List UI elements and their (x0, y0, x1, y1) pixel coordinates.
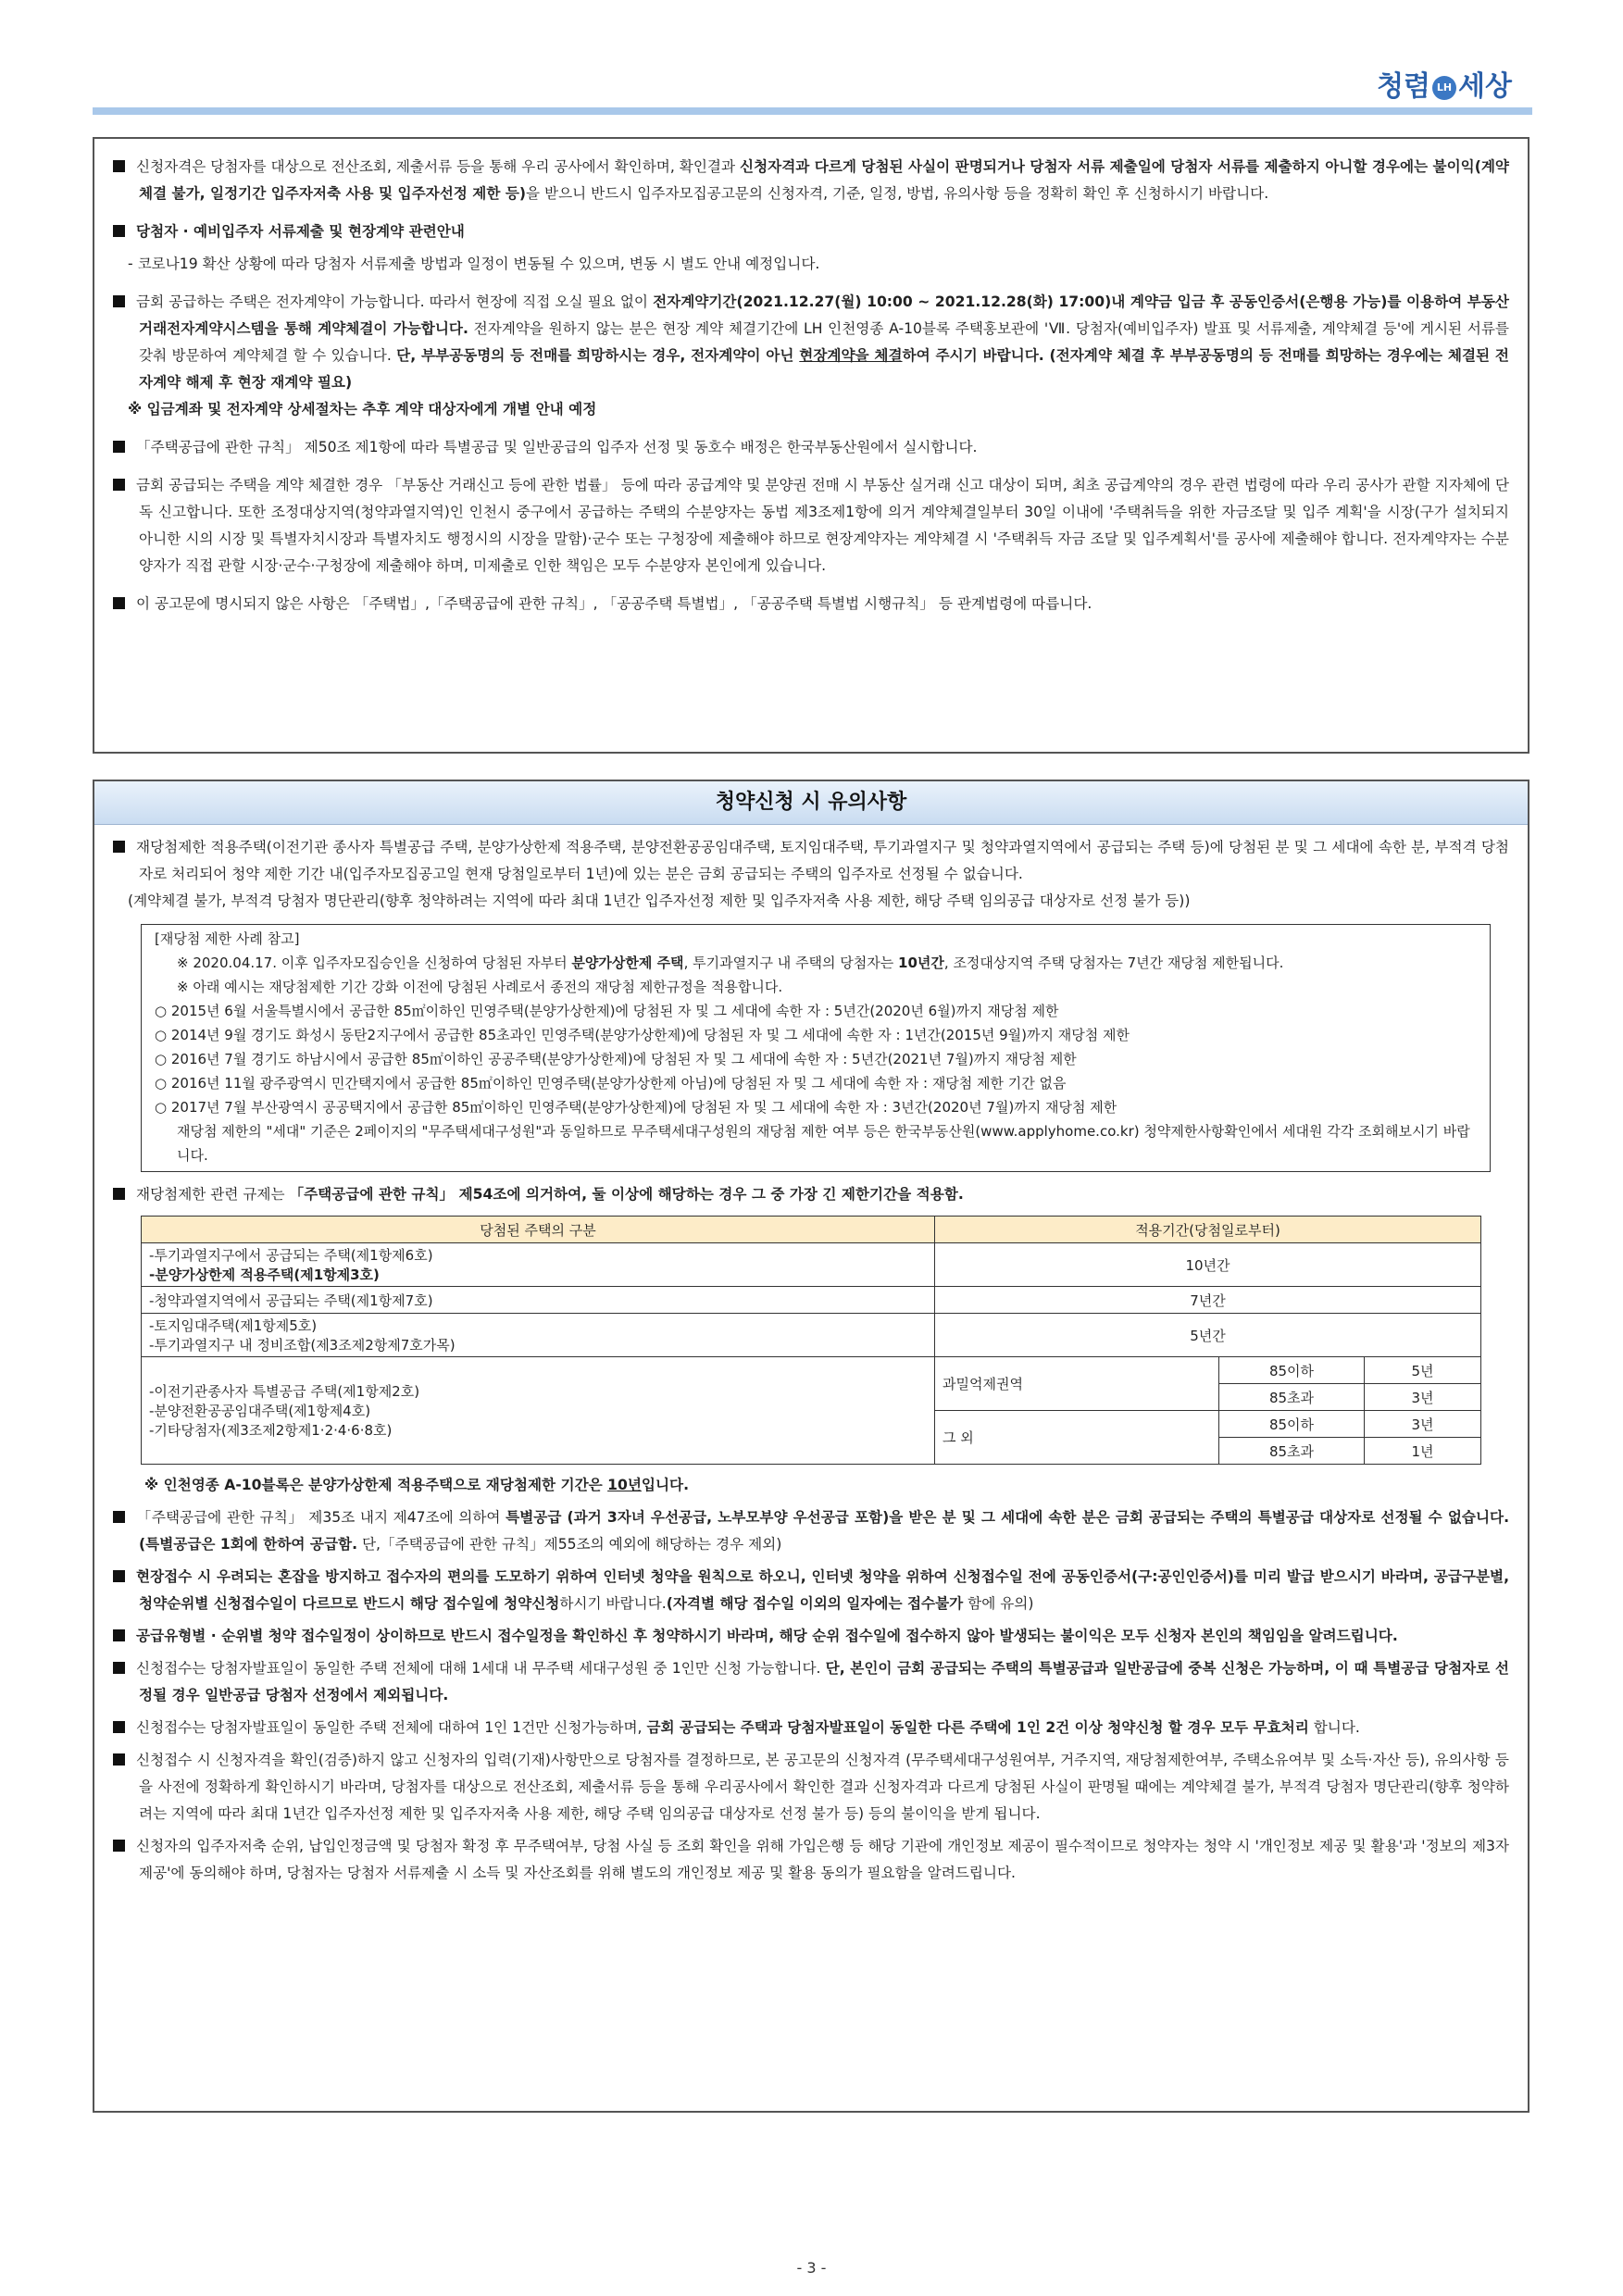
restriction-case: ○ 2015년 6월 서울특별시에서 공급한 85㎡이하인 민영주택(분양가상한제)에 당첨된 자 및 그 세대에 속한 자 : 5년간(2020년 6월)까지 재당첨 제한 (155, 1003, 1059, 1019)
table-cell: 3년 (1365, 1384, 1481, 1411)
notice-item: 재당첨제한 적용주택(이전기관 종사자 특별공급 주택, 분양가상한제 적용주택, 분양전환공공임대주택, 토지임대주택, 투기과열지구 및 청약과열지역에서 공급되는 주택 등)에 당첨된 분 및 그 세대에 속한 분, 부적격 당첨자로 처리되어 청약 제한 기간 내(입주자모집공고일 현재 당첨일로부터 1년)에 있는 분은 금회 공급되는 주택의 입주자로 선정될 수 없습니다. (113, 834, 1509, 888)
restriction-case: ○ 2016년 11월 광주광역시 민간택지에서 공급한 85㎡이하인 민영주택(분양가상한제 아님)에 당첨된 자 및 그 세대에 속한 자 : 재당첨 제한 기간 없음 (155, 1075, 1067, 1092)
notice-item: 이 공고문에 명시되지 않은 사항은 「주택법」,「주택공급에 관한 규칙」, 「공공주택 특별법」, 「공공주택 특별법 시행규칙」 등 관계법령에 따릅니다. (113, 591, 1509, 618)
logo-text-right: 세상 (1458, 70, 1512, 103)
bullet-square-icon (113, 1511, 125, 1523)
table-cell: 5년간 (935, 1314, 1481, 1357)
logo-text-left: 청렴 (1377, 70, 1431, 103)
bullet-square-icon (113, 841, 125, 853)
logo-mark: LH (1432, 76, 1456, 100)
restriction-example-box (141, 924, 1491, 1172)
table-row (142, 1287, 1481, 1314)
notice-item: 신청자격은 당첨자를 대상으로 전산조회, 제출서류 등을 통해 우리 공사에서 확인하며, 확인결과 신청자격과 다르게 당첨된 사실이 판명되거나 당첨자 서류 제출일에 당첨자 서류를 제출하지 아니할 경우에는 불이익(계약체결 불가, 일정기간 입주자저축 사용 및 입주자선정 제한 등)을 받으니 반드시 입주자모집공고문의 신청자격, 기준, 일정, 방법, 유의사항 등을 정확히 확인 후 신청하시기 바랍니다. (113, 154, 1509, 207)
bullet-square-icon (113, 1188, 125, 1200)
table-cell: 과밀억제권역 (935, 1357, 1219, 1411)
bullet-square-icon (113, 479, 125, 491)
bullet-square-icon (113, 1662, 125, 1674)
bullet-square-icon (113, 1721, 125, 1733)
bullet-square-icon (113, 441, 125, 453)
period-note: ※ 인천영종 A-10블록은 분양가상한제 적용주택으로 재당첨제한 기간은 10년입니다. (144, 1477, 690, 1493)
table-cell: 85초과 (1219, 1438, 1365, 1465)
bullet-square-icon (113, 1629, 125, 1641)
notice-note: (계약체결 불가, 부적격 당첨자 명단관리(향후 청약하려는 지역에 따라 최대 1년간 입주자선정 제한 및 입주자저축 사용 제한, 해당 주택 임의공급 대상자로 선정 불가 등)) (128, 892, 1191, 909)
bullet-square-icon (113, 1753, 125, 1766)
bullet-square-icon (113, 1570, 125, 1582)
restriction-case: ○ 2014년 9월 경기도 화성시 동탄2지구에서 공급한 85초과인 민영주택(분양가상한제)에 당첨된 자 및 그 세대에 속한 자 : 1년간(2015년 9월)까지 재당첨 제한 (155, 1027, 1130, 1043)
table-cell: -이전기관종사자 특별공급 주택(제1항제2호) -분양전환공공임대주택(제1항제4호) -기타당첨자(제3조제2항제1·2·4·6·8호) (142, 1357, 935, 1465)
restriction-tail: 재당첨 제한의 "세대" 기준은 2페이지의 "무주택세대구성원"과 동일하므로 무주택세대구성원의 재당첨 제한 여부 등은 한국부동산원(www.applyhome.co.kr) 청약제한사항확인에서 세대원 각각 조회해보시기 바랍니다. (177, 1123, 1470, 1164)
notice-item: 신청접수 시 신청자격을 확인(검증)하지 않고 신청자의 입력(기재)사항만으로 당첨자를 결정하므로, 본 공고문의 신청자격 (무주택세대구성원여부, 거주지역, 재당첨제한여부, 주택소유여부 및 소득·자산 등), 유의사항 등을 사전에 정확하게 확인하시기 바라며, 당첨자를 대상으로 전산조회, 제출서류 등을 통해 우리공사에서 확인한 결과 신청자격과 다르게 당첨된 사실이 판명될 때에는 계약체결 불가, 부적격 당첨자 명단관리(향후 청약하려는 지역에 따라 최대 1년간 입주자선정 제한 및 입주자저축 사용 제한, 해당 주택 임의공급 대상자로 선정 불가 등) 등의 불이익을 받게 됩니다. (113, 1747, 1509, 1828)
restriction-title: [재당첨 제한 사례 참고] (155, 930, 300, 947)
table-cell: 10년간 (935, 1243, 1481, 1287)
table-cell: 그 외 (935, 1411, 1219, 1465)
application-notes-section (93, 780, 1529, 2113)
table-cell: -토지임대주택(제1항제5호) -투기과열지구 내 정비조합(제3조제2항제7호가목) (142, 1314, 935, 1357)
notice-item: 「주택공급에 관한 규칙」 제35조 내지 제47조에 의하여 특별공급 (과거 3자녀 우선공급, 노부모부양 우선공급 포함)을 받은 분 및 그 세대에 속한 분은 금회 공급되는 주택의 특별공급 대상자로 선정될 수 없습니다. (특별공급은 1회에 한하여 공급함. 단,「주택공급에 관한 규칙」제55조의 예외에 해당하는 경우 제외) (113, 1504, 1509, 1558)
header-bar (93, 107, 1532, 115)
table-cell: -청약과열지역에서 공급되는 주택(제1항제7호) (142, 1287, 935, 1314)
notice-item: 신청접수는 당첨자발표일이 동일한 주택 전체에 대하여 1인 1건만 신청가능하며, 금회 공급되는 주택과 당첨자발표일이 동일한 다른 주택에 1인 2건 이상 청약신청 할 경우 모두 무효처리 합니다. (113, 1715, 1509, 1741)
notice-item: 현장접수 시 우려되는 혼잡을 방지하고 접수자의 편의를 도모하기 위하여 인터넷 청약을 원칙으로 하오니, 인터넷 청약을 위하여 신청접수일 전에 공동인증서(구:공인인증서)를 미리 발급 받으시기 바라며, 공급구분별, 청약순위별 신청접수일이 다르므로 반드시 해당 접수일에 청약신청하시기 바랍니다.(자격별 해당 접수일 이외의 일자에는 접수불가 함에 유의) (113, 1564, 1509, 1617)
table-cell: 85초과 (1219, 1384, 1365, 1411)
notice-item: 공급유형별 · 순위별 청약 접수일정이 상이하므로 반드시 접수일정을 확인하신 후 청약하시기 바라며, 해당 순위 접수일에 접수하지 않아 발생되는 불이익은 모두 신청자 본인의 책임임을 알려드립니다. (113, 1623, 1509, 1650)
table-row (142, 1243, 1481, 1287)
table-header: 적용기간(당첨일로부터) (935, 1217, 1481, 1243)
notice-subitem: - 코로나19 확산 상황에 따라 당첨자 서류제출 방법과 일정이 변동될 수 있으며, 변동 시 별도 안내 예정입니다. (128, 256, 820, 272)
restriction-rule: ※ 아래 예시는 재당첨제한 기간 강화 이전에 당첨된 사례로서 종전의 재당첨 제한규정을 적용합니다. (177, 979, 783, 995)
bullet-square-icon (113, 295, 125, 307)
notice-item: 「주택공급에 관한 규칙」 제50조 제1항에 따라 특별공급 및 일반공급의 입주자 선정 및 동호수 배정은 한국부동산원에서 실시합니다. (113, 434, 1509, 461)
notice-item: 신청접수는 당첨자발표일이 동일한 주택 전체에 대해 1세대 내 무주택 세대구성원 중 1인만 신청 가능합니다. 단, 본인이 금회 공급되는 주택의 특별공급과 일반공급에 중복 신청은 가능하며, 이 때 특별공급 당첨자로 선정될 경우 일반공급 당첨자 선정에서 제외됩니다. (113, 1655, 1509, 1709)
bullet-square-icon (113, 160, 125, 172)
table-row (142, 1314, 1481, 1357)
table-header: 당첨된 주택의 구분 (142, 1217, 935, 1243)
section-title: 청약신청 시 유의사항 (94, 781, 1528, 825)
restriction-period-table (141, 1216, 1481, 1465)
table-cell: 7년간 (935, 1287, 1481, 1314)
table-cell: 3년 (1365, 1411, 1481, 1438)
notice-item: 금회 공급되는 주택을 계약 체결한 경우 「부동산 거래신고 등에 관한 법률」 등에 따라 공급계약 및 분양권 전매 시 부동산 실거래 신고 대상이 되며, 최초 공급계약의 경우 관련 법령에 따라 우리 공사가 관할 지자체에 단독 신고합니다. 또한 조정대상지역(청약과열지역)인 인천시 중구에서 공급하는 주택의 수분양자는 동법 제3조제1항에 의거 계약체결일부터 30일 이내에 '주택취득을 위한 자금조달 및 입주 계획'을 시장(구가 설치되지 아니한 시의 시장 및 특별자치시장과 특별자치도 행정시의 시장을 말함)·군수 또는 구청장에 제출해야 하므로 현장계약자는 계약체결 시 '주택취득 자금 조달 및 입주계획서'를 공사에 제출해야 합니다. 전자계약자는 수분양자가 직접 관할 시장·군수·구청장에 제출해야 하며, 미제출로 인한 책임은 모두 수분양자 본인에게 있습니다. (113, 472, 1509, 580)
restriction-rule: ※ 2020.04.17. 이후 입주자모집승인을 신청하여 당첨된 자부터 분양가상한제 주택, 투기과열지구 내 주택의 당첨자는 10년간, 조정대상지역 주택 당첨자는 7년간 재당첨 제한됩니다. (177, 955, 1284, 971)
notice-item: 재당첨제한 관련 규제는 「주택공급에 관한 규칙」 제54조에 의거하여, 둘 이상에 해당하는 경우 그 중 가장 긴 제한기간을 적용함. (113, 1181, 1509, 1208)
table-cell: -투기과열지구에서 공급되는 주택(제1항제6호) -분양가상한제 적용주택(제1항제3호) (142, 1243, 935, 1287)
restriction-case: ○ 2016년 7월 경기도 하남시에서 공급한 85㎡이하인 공공주택(분양가상한제)에 당첨된 자 및 그 세대에 속한 자 : 5년간(2021년 7월)까지 재당첨 제한 (155, 1051, 1077, 1067)
restriction-case: ○ 2017년 7월 부산광역시 공공택지에서 공급한 85㎡이하인 민영주택(분양가상한제)에 당첨된 자 및 그 세대에 속한 자 : 3년간(2020년 7월)까지 재당첨 제한 (155, 1099, 1117, 1116)
notice-item: 신청자의 입주자저축 순위, 납입인정금액 및 당첨자 확정 후 무주택여부, 당첨 사실 등 조회 확인을 위해 가입은행 등 해당 기관에 개인정보 제공이 필수적이므로 청약자는 청약 시 '개인정보 제공 및 활용'과 '정보의 제3자 제공'에 동의해야 하며, 당첨자는 당첨자 서류제출 시 소득 및 자산조회를 위해 별도의 개인정보 제공 및 활용 동의가 필요함을 알려드립니다. (113, 1833, 1509, 1887)
bullet-square-icon (113, 225, 125, 237)
bullet-square-icon (113, 1840, 125, 1852)
table-cell: 85이하 (1219, 1357, 1365, 1384)
notice-item: 당첨자 · 예비입주자 서류제출 및 현장계약 관련안내 (113, 218, 1509, 245)
notice-note: ※ 입금계좌 및 전자계약 상세절차는 추후 계약 대상자에게 개별 안내 예정 (128, 401, 597, 418)
table-cell: 85이하 (1219, 1411, 1365, 1438)
table-row (142, 1357, 1481, 1384)
table-cell: 1년 (1365, 1438, 1481, 1465)
page-number: - 3 - (796, 2259, 827, 2277)
table-cell: 5년 (1365, 1357, 1481, 1384)
logo (1377, 63, 1512, 104)
bullet-square-icon (113, 597, 125, 609)
notice-box (93, 137, 1529, 754)
notice-item: 금회 공급하는 주택은 전자계약이 가능합니다. 따라서 현장에 직접 오실 필요 없이 전자계약기간(2021.12.27(월) 10:00 ~ 2021.12.28(화) 17:00)내 계약금 입금 후 공동인증서(은행용 가능)를 이용하여 부동산거래전자계약시스템을 통해 계약체결이 가능합니다. 전자계약을 원하지 않는 분은 현장 계약 체결기간에 LH 인천영종 A-10블록 주택홍보관에 'Ⅶ. 당첨자(예비입주자) 발표 및 서류제출, 계약체결 등'에 게시된 서류를 갖춰 방문하여 계약체결 할 수 있습니다. 단, 부부공동명의 등 전매를 희망하시는 경우, 전자계약이 아닌 현장계약을 체결하여 주시기 바랍니다. (전자계약 체결 후 부부공동명의 등 전매를 희망하는 경우에는 체결된 전자계약 해제 후 현장 재계약 필요) (113, 289, 1509, 396)
table-header-row (142, 1217, 1481, 1243)
